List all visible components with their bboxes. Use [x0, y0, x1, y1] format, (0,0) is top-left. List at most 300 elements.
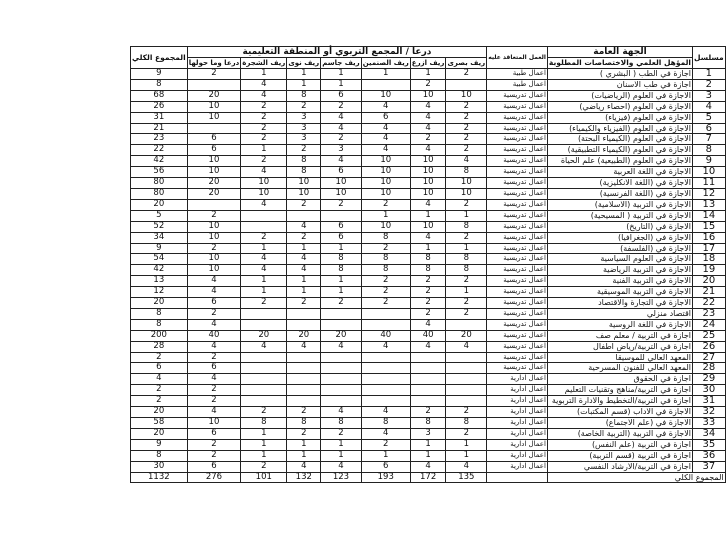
seq-cell: 5 [693, 112, 726, 123]
district-value-cell: 1 [241, 243, 287, 254]
seq-cell: 11 [693, 178, 726, 189]
district-value-cell: 4 [410, 199, 446, 210]
qualification-cell: الاجازة في العلوم (احصاء رياضي) [547, 101, 692, 112]
district-value-cell: 2 [410, 276, 446, 287]
seq-cell: 31 [693, 396, 726, 407]
district-value-cell: 4 [321, 407, 361, 418]
work-nature-cell: اعمال ادارية [487, 407, 548, 418]
district-value-cell: 8 [321, 418, 361, 429]
district-value-cell: 2 [410, 79, 446, 90]
table-row [131, 90, 726, 101]
district-value-cell [287, 374, 321, 385]
district-value-cell [241, 308, 287, 319]
seq-cell: 27 [693, 352, 726, 363]
row-total-cell: 20 [131, 428, 188, 439]
qualification-cell: اجازة في التربية / معلم صف [547, 330, 692, 341]
district-value-cell: 40 [410, 330, 446, 341]
work-nature-cell: اعمال تدريسية [487, 298, 548, 309]
vacancies-table [130, 46, 726, 483]
table-row [131, 101, 726, 112]
work-nature-cell: اعمال ادارية [487, 396, 548, 407]
district-value-cell: 1 [287, 439, 321, 450]
district-value-cell: 4 [446, 461, 487, 472]
work-nature-cell: اعمال تدريسية [487, 254, 548, 265]
work-nature-cell: اعمال ادارية [487, 428, 548, 439]
seq-cell: 22 [693, 298, 726, 309]
header-row-1 [131, 47, 726, 58]
work-nature-cell: اعمال ادارية [487, 439, 548, 450]
seq-cell: 24 [693, 319, 726, 330]
district-value-cell: 6 [187, 428, 241, 439]
table-row [131, 352, 726, 363]
district-value-cell: 3 [287, 112, 321, 123]
district-value-cell: 4 [287, 461, 321, 472]
district-value-cell: 8 [446, 221, 487, 232]
district-value-cell: 2 [410, 407, 446, 418]
district-value-cell: 2 [187, 308, 241, 319]
district-value-cell: 2 [446, 232, 487, 243]
district-value-cell: 10 [410, 221, 446, 232]
district-value-cell: 20 [187, 178, 241, 189]
work-nature-cell: اعمال طبية [487, 79, 548, 90]
district-value-cell: 1 [287, 69, 321, 80]
seq-cell: 32 [693, 407, 726, 418]
district-value-cell: 1 [241, 450, 287, 461]
district-value-cell [361, 396, 410, 407]
qualification-cell: اجازة في طب الاسنان [547, 79, 692, 90]
district-value-cell: 10 [187, 167, 241, 178]
district-value-cell: 8 [287, 418, 321, 429]
row-total-cell: 13 [131, 276, 188, 287]
table-row [131, 188, 726, 199]
district-value-cell: 6 [321, 232, 361, 243]
table-row [131, 156, 726, 167]
district-value-cell: 2 [446, 298, 487, 309]
district-value-cell: 6 [321, 221, 361, 232]
row-total-cell: 68 [131, 90, 188, 101]
district-value-cell: 4 [410, 101, 446, 112]
district-value-cell: 4 [187, 276, 241, 287]
qualification-cell: الاجازة في (التاريخ) [547, 221, 692, 232]
row-total-cell: 52 [131, 221, 188, 232]
district-value-cell: 10 [187, 156, 241, 167]
district-value-cell: 4 [287, 254, 321, 265]
row-total-cell: 21 [131, 123, 188, 134]
district-value-cell: 1 [287, 79, 321, 90]
district-value-cell [241, 363, 287, 374]
district-value-cell [410, 385, 446, 396]
district-value-cell: 8 [321, 265, 361, 276]
table-row [131, 341, 726, 352]
table-row [131, 418, 726, 429]
work-nature-cell: اعمال تدريسية [487, 112, 548, 123]
district-value-cell: 1 [321, 276, 361, 287]
district-value-cell: 8 [446, 418, 487, 429]
district-value-cell: 8 [446, 265, 487, 276]
header-total: المجموع الكلي [131, 47, 188, 69]
table-row [131, 363, 726, 374]
work-nature-cell: اعمال تدريسية [487, 199, 548, 210]
header-district: ريف الشجرة [242, 59, 286, 67]
district-value-cell: 2 [446, 145, 487, 156]
table-row [131, 308, 726, 319]
table-row [131, 69, 726, 80]
district-value-cell: 6 [187, 363, 241, 374]
district-value-cell [446, 363, 487, 374]
district-value-cell [187, 199, 241, 210]
district-value-cell: 20 [241, 330, 287, 341]
row-total-cell: 12 [131, 287, 188, 298]
district-value-cell [410, 396, 446, 407]
row-total-cell: 58 [131, 418, 188, 429]
district-value-cell: 1 [287, 287, 321, 298]
district-value-cell [446, 374, 487, 385]
district-value-cell: 2 [410, 298, 446, 309]
district-value-cell: 4 [410, 319, 446, 330]
seq-cell: 14 [693, 210, 726, 221]
district-value-cell: 1 [361, 69, 410, 80]
district-value-cell: 2 [321, 101, 361, 112]
header-nature: العمل المتعاقد عليه [487, 47, 548, 69]
district-value-cell: 4 [361, 407, 410, 418]
district-value-cell: 1 [410, 439, 446, 450]
row-total-cell: 22 [131, 145, 188, 156]
district-value-cell [446, 79, 487, 90]
table-row [131, 276, 726, 287]
seq-cell: 2 [693, 79, 726, 90]
work-nature-cell: اعمال تدريسية [487, 276, 548, 287]
table-row [131, 221, 726, 232]
row-total-cell: 9 [131, 69, 188, 80]
district-value-cell: 1 [361, 450, 410, 461]
district-value-cell: 2 [187, 439, 241, 450]
district-value-cell: 2 [241, 407, 287, 418]
district-value-cell [321, 385, 361, 396]
row-total-cell: 8 [131, 319, 188, 330]
qualification-cell: الاجازة في (علم الاجتماع) [547, 418, 692, 429]
district-value-cell: 1 [241, 439, 287, 450]
header-district: ريف الصنمين [362, 59, 409, 67]
grand-total-label: المجموع الكلي [547, 472, 725, 483]
district-value-cell: 2 [241, 461, 287, 472]
district-value-cell: 4 [187, 407, 241, 418]
district-value-cell [321, 363, 361, 374]
district-value-cell: 10 [361, 188, 410, 199]
district-value-cell: 10 [361, 167, 410, 178]
district-value-cell: 2 [187, 243, 241, 254]
work-nature-cell: اعمال تدريسية [487, 178, 548, 189]
district-value-cell: 2 [446, 407, 487, 418]
work-nature-cell: اعمال تدريسية [487, 243, 548, 254]
district-value-cell: 4 [321, 341, 361, 352]
work-nature-cell: اعمال تدريسية [487, 156, 548, 167]
table-row [131, 199, 726, 210]
district-value-cell: 4 [361, 428, 410, 439]
district-value-cell [361, 308, 410, 319]
district-value-cell: 10 [241, 188, 287, 199]
district-value-cell: 4 [241, 167, 287, 178]
district-value-cell [187, 79, 241, 90]
district-value-cell: 40 [187, 330, 241, 341]
table-row [131, 123, 726, 134]
row-total-cell: 8 [131, 79, 188, 90]
work-nature-cell: اعمال تدريسية [487, 265, 548, 276]
district-value-cell: 4 [361, 123, 410, 134]
district-value-cell: 2 [241, 112, 287, 123]
district-value-cell: 2 [287, 407, 321, 418]
header-district: ريف ازرع [411, 59, 445, 67]
district-value-cell: 2 [410, 308, 446, 319]
qualification-cell: اقتصاد منزلي [547, 308, 692, 319]
district-value-cell: 4 [361, 134, 410, 145]
qualification-cell: اجازة في التربية (قسم التربية) [547, 450, 692, 461]
district-value-cell: 1 [241, 145, 287, 156]
qualification-cell: اجازة في الطب ( البشري ) [547, 69, 692, 80]
table-row [131, 396, 726, 407]
row-total-cell: 20 [131, 199, 188, 210]
district-value-cell [410, 352, 446, 363]
row-total-cell: 20 [131, 407, 188, 418]
district-value-cell: 3 [287, 134, 321, 145]
work-nature-cell: اعمال تدريسية [487, 330, 548, 341]
qualification-cell: الاجازة في العلوم (الطبيعية) علم الحياة [547, 156, 692, 167]
district-total-cell: 135 [446, 472, 487, 483]
district-value-cell: 8 [410, 418, 446, 429]
seq-cell: 15 [693, 221, 726, 232]
district-value-cell: 1 [241, 276, 287, 287]
header-district: درعا وما حولها [188, 59, 240, 67]
district-value-cell: 6 [187, 134, 241, 145]
district-value-cell: 20 [187, 90, 241, 101]
header-districts-group: درعا / المجمع التربوي أو المنطقة التعليمية [187, 47, 487, 58]
district-value-cell: 4 [241, 199, 287, 210]
qualification-cell: الاجازة في التربية الرياضية [547, 265, 692, 276]
district-value-cell [287, 363, 321, 374]
seq-cell: 37 [693, 461, 726, 472]
row-total-cell: 31 [131, 112, 188, 123]
district-value-cell: 2 [187, 210, 241, 221]
district-value-cell: 10 [361, 156, 410, 167]
district-value-cell: 2 [287, 232, 321, 243]
district-value-cell: 6 [187, 461, 241, 472]
district-value-cell [446, 385, 487, 396]
district-value-cell: 1 [446, 210, 487, 221]
district-value-cell [187, 123, 241, 134]
table-row [131, 178, 726, 189]
district-value-cell [361, 385, 410, 396]
district-value-cell [321, 319, 361, 330]
table-row [131, 112, 726, 123]
district-value-cell: 2 [446, 308, 487, 319]
work-nature-cell: اعمال ادارية [487, 418, 548, 429]
seq-cell: 30 [693, 385, 726, 396]
district-value-cell: 3 [321, 145, 361, 156]
district-value-cell: 2 [187, 450, 241, 461]
district-value-cell: 10 [446, 188, 487, 199]
seq-cell: 33 [693, 418, 726, 429]
district-value-cell: 8 [361, 418, 410, 429]
district-value-cell: 4 [321, 461, 361, 472]
district-value-cell [241, 385, 287, 396]
district-value-cell: 10 [446, 90, 487, 101]
row-total-cell: 42 [131, 265, 188, 276]
qualification-cell: الاجازة في التربية ( المسيحية) [547, 210, 692, 221]
qualification-cell: الاجازة في التربية الفنية [547, 276, 692, 287]
district-value-cell: 1 [321, 439, 361, 450]
row-total-cell: 42 [131, 156, 188, 167]
district-value-cell: 2 [361, 298, 410, 309]
work-nature-cell: اعمال ادارية [487, 374, 548, 385]
seq-cell: 25 [693, 330, 726, 341]
district-value-cell: 4 [410, 461, 446, 472]
district-value-cell: 1 [321, 79, 361, 90]
qualification-cell: الاجازة في اللغة العربية [547, 167, 692, 178]
qualification-cell: الاجازة في التربية (التربية الخاصة) [547, 428, 692, 439]
district-value-cell: 2 [287, 199, 321, 210]
district-value-cell: 8 [287, 156, 321, 167]
district-value-cell: 6 [187, 298, 241, 309]
district-value-cell: 1 [321, 243, 361, 254]
qualification-cell: الاجازة في العلوم (فيزياء) [547, 112, 692, 123]
district-value-cell: 2 [287, 428, 321, 439]
district-value-cell: 2 [187, 352, 241, 363]
district-value-cell: 8 [321, 254, 361, 265]
work-nature-cell: اعمال ادارية [487, 450, 548, 461]
table-row [131, 385, 726, 396]
district-value-cell: 6 [187, 145, 241, 156]
work-nature-cell: اعمال ادارية [487, 461, 548, 472]
district-value-cell: 4 [361, 341, 410, 352]
work-nature-cell: اعمال تدريسية [487, 188, 548, 199]
district-value-cell: 10 [187, 418, 241, 429]
work-nature-cell: اعمال تدريسية [487, 210, 548, 221]
work-nature-cell: اعمال تدريسية [487, 134, 548, 145]
row-total-cell: 9 [131, 243, 188, 254]
district-value-cell [361, 352, 410, 363]
district-total-cell: 101 [241, 472, 287, 483]
row-total-cell: 28 [131, 341, 188, 352]
district-total-cell: 123 [321, 472, 361, 483]
table-row [131, 374, 726, 385]
table-row [131, 439, 726, 450]
seq-cell: 8 [693, 145, 726, 156]
work-nature-cell: اعمال تدريسية [487, 363, 548, 374]
empty-cell [487, 472, 548, 483]
seq-cell: 6 [693, 123, 726, 134]
table-row [131, 428, 726, 439]
district-value-cell: 1 [410, 450, 446, 461]
district-value-cell: 2 [187, 69, 241, 80]
table-row [131, 461, 726, 472]
row-total-cell: 200 [131, 330, 188, 341]
district-value-cell: 2 [187, 396, 241, 407]
district-value-cell: 10 [187, 221, 241, 232]
seq-cell: 36 [693, 450, 726, 461]
row-total-cell: 80 [131, 188, 188, 199]
district-value-cell [321, 374, 361, 385]
district-value-cell: 2 [410, 134, 446, 145]
district-value-cell: 2 [446, 123, 487, 134]
district-value-cell [321, 352, 361, 363]
qualification-cell: الاجازة في (الفلسفة) [547, 243, 692, 254]
seq-cell: 1 [693, 69, 726, 80]
grand-total-cell: 1132 [131, 472, 188, 483]
table-body [131, 47, 726, 483]
district-value-cell: 1 [241, 428, 287, 439]
district-value-cell: 4 [446, 341, 487, 352]
qualification-cell: اجازة في التربية/الارشاد النفسي [547, 461, 692, 472]
row-total-cell: 23 [131, 134, 188, 145]
row-total-cell: 8 [131, 308, 188, 319]
table-row [131, 265, 726, 276]
district-value-cell: 1 [287, 276, 321, 287]
district-value-cell: 20 [321, 330, 361, 341]
district-value-cell: 1 [410, 210, 446, 221]
table-row [131, 134, 726, 145]
seq-cell: 3 [693, 90, 726, 101]
seq-cell: 21 [693, 287, 726, 298]
district-value-cell: 4 [241, 254, 287, 265]
district-value-cell: 4 [241, 341, 287, 352]
work-nature-cell: اعمال تدريسية [487, 101, 548, 112]
district-value-cell [410, 374, 446, 385]
district-value-cell [241, 374, 287, 385]
district-value-cell: 2 [241, 232, 287, 243]
seq-cell: 17 [693, 243, 726, 254]
district-value-cell: 10 [446, 178, 487, 189]
qualification-cell: الاجازة في (اللغة الانكليزية) [547, 178, 692, 189]
district-value-cell: 4 [241, 265, 287, 276]
seq-cell: 35 [693, 439, 726, 450]
district-value-cell: 1 [446, 287, 487, 298]
district-value-cell: 20 [187, 188, 241, 199]
table-row [131, 243, 726, 254]
seq-cell: 7 [693, 134, 726, 145]
district-value-cell: 10 [287, 188, 321, 199]
district-value-cell: 1 [446, 450, 487, 461]
district-value-cell: 8 [410, 265, 446, 276]
qualification-cell: اجازة في الحقوق [547, 374, 692, 385]
qualification-cell: اجازة في التربية/مناهج وتقنيات التعليم [547, 385, 692, 396]
district-value-cell [241, 352, 287, 363]
qualification-cell: الاجازة في التجارة والاقتصاد [547, 298, 692, 309]
table-row [131, 210, 726, 221]
row-total-cell: 2 [131, 352, 188, 363]
district-value-cell: 2 [241, 134, 287, 145]
district-value-cell: 10 [187, 232, 241, 243]
seq-cell: 20 [693, 276, 726, 287]
work-nature-cell: اعمال ادارية [487, 385, 548, 396]
district-value-cell: 6 [321, 90, 361, 101]
district-value-cell: 4 [187, 341, 241, 352]
header-seq: مسلسل [693, 47, 726, 69]
district-value-cell: 2 [446, 101, 487, 112]
district-value-cell: 4 [321, 112, 361, 123]
district-value-cell: 4 [287, 221, 321, 232]
district-total-cell: 276 [187, 472, 241, 483]
row-total-cell: 80 [131, 178, 188, 189]
qualification-cell: الاجازة في العلوم (الرياضيات) [547, 90, 692, 101]
work-nature-cell: اعمال تدريسية [487, 123, 548, 134]
work-nature-cell: اعمال تدريسية [487, 232, 548, 243]
district-value-cell: 10 [410, 167, 446, 178]
table-row [131, 145, 726, 156]
row-total-cell: 2 [131, 396, 188, 407]
qualification-cell: المعهد العالي للفنون المسرحية [547, 363, 692, 374]
qualification-cell: اجازة في التربية/التخطيط والادارة التربوية [547, 396, 692, 407]
table-row [131, 287, 726, 298]
table-row [131, 330, 726, 341]
